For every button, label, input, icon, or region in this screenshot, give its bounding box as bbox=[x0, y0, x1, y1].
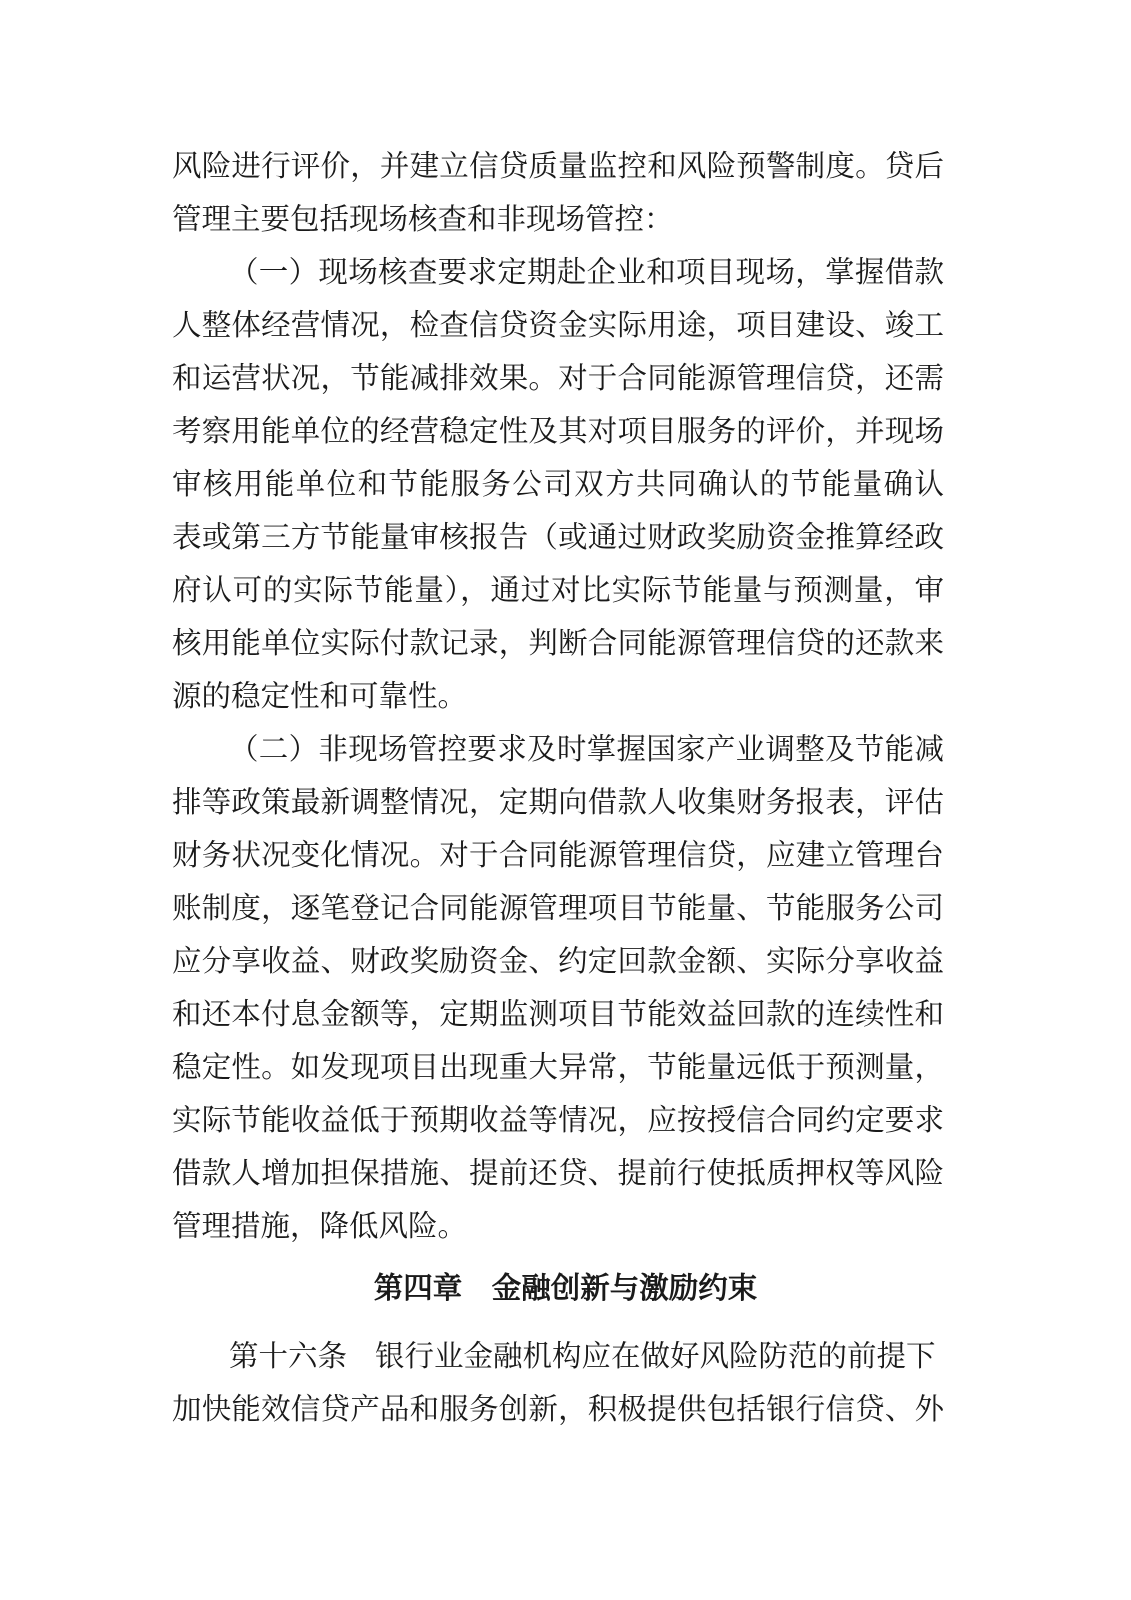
paragraph-line: 财务状况变化情况。对于合同能源管理信贷，应建立管理台 bbox=[172, 838, 944, 872]
chapter-heading: 第四章 金融创新与激励约束 bbox=[373, 1271, 758, 1305]
article-text: 银行业金融机构应在做好风险防范的前提下 bbox=[375, 1339, 936, 1373]
article-number: 第十六条 bbox=[229, 1339, 348, 1373]
paragraph-line: 账制度，逐笔登记合同能源管理项目节能量、节能服务公司 bbox=[172, 891, 944, 925]
paragraph-line: 管理主要包括现场核查和非现场管控： bbox=[172, 202, 674, 236]
paragraph-line: 稳定性。如发现项目出现重大异常，节能量远低于预测量， bbox=[172, 1050, 944, 1084]
article-first-line bbox=[229, 1336, 944, 1376]
paragraph-line: 审核用能单位和节能服务公司双方共同确认的节能量确认 bbox=[172, 467, 944, 501]
paragraph-line: 管理措施，降低风险。 bbox=[172, 1209, 468, 1243]
paragraph-line: 加快能效信贷产品和服务创新，积极提供包括银行信贷、外 bbox=[172, 1392, 944, 1426]
paragraph-line: 考察用能单位的经营稳定性及其对项目服务的评价，并现场 bbox=[172, 414, 944, 448]
paragraph-line: （一）现场核查要求定期赴企业和项目现场，掌握借款 bbox=[229, 255, 944, 289]
paragraph-line: 排等政策最新调整情况，定期向借款人收集财务报表，评估 bbox=[172, 785, 944, 819]
paragraph-line: 和运营状况，节能减排效果。对于合同能源管理信贷，还需 bbox=[172, 361, 944, 395]
paragraph-line: 和还本付息金额等，定期监测项目节能效益回款的连续性和 bbox=[172, 997, 944, 1031]
paragraph-line: 源的稳定性和可靠性。 bbox=[172, 679, 468, 713]
paragraph-line: 应分享收益、财政奖励资金、约定回款金额、实际分享收益 bbox=[172, 944, 944, 978]
paragraph-line: 风险进行评价，并建立信贷质量监控和风险预警制度。贷后 bbox=[172, 149, 944, 183]
paragraph-line: 人整体经营情况，检查信贷资金实际用途，项目建设、竣工 bbox=[172, 308, 944, 342]
paragraph-line: 实际节能收益低于预期收益等情况，应按授信合同约定要求 bbox=[172, 1103, 944, 1137]
paragraph-line: 府认可的实际节能量），通过对比实际节能量与预测量，审 bbox=[172, 573, 944, 607]
paragraph-line: 核用能单位实际付款记录，判断合同能源管理信贷的还款来 bbox=[172, 626, 944, 660]
paragraph-line: 表或第三方节能量审核报告（或通过财政奖励资金推算经政 bbox=[172, 520, 944, 554]
paragraph-line: （二）非现场管控要求及时掌握国家产业调整及节能减 bbox=[229, 732, 944, 766]
paragraph-line: 借款人增加担保措施、提前还贷、提前行使抵质押权等风险 bbox=[172, 1156, 944, 1190]
